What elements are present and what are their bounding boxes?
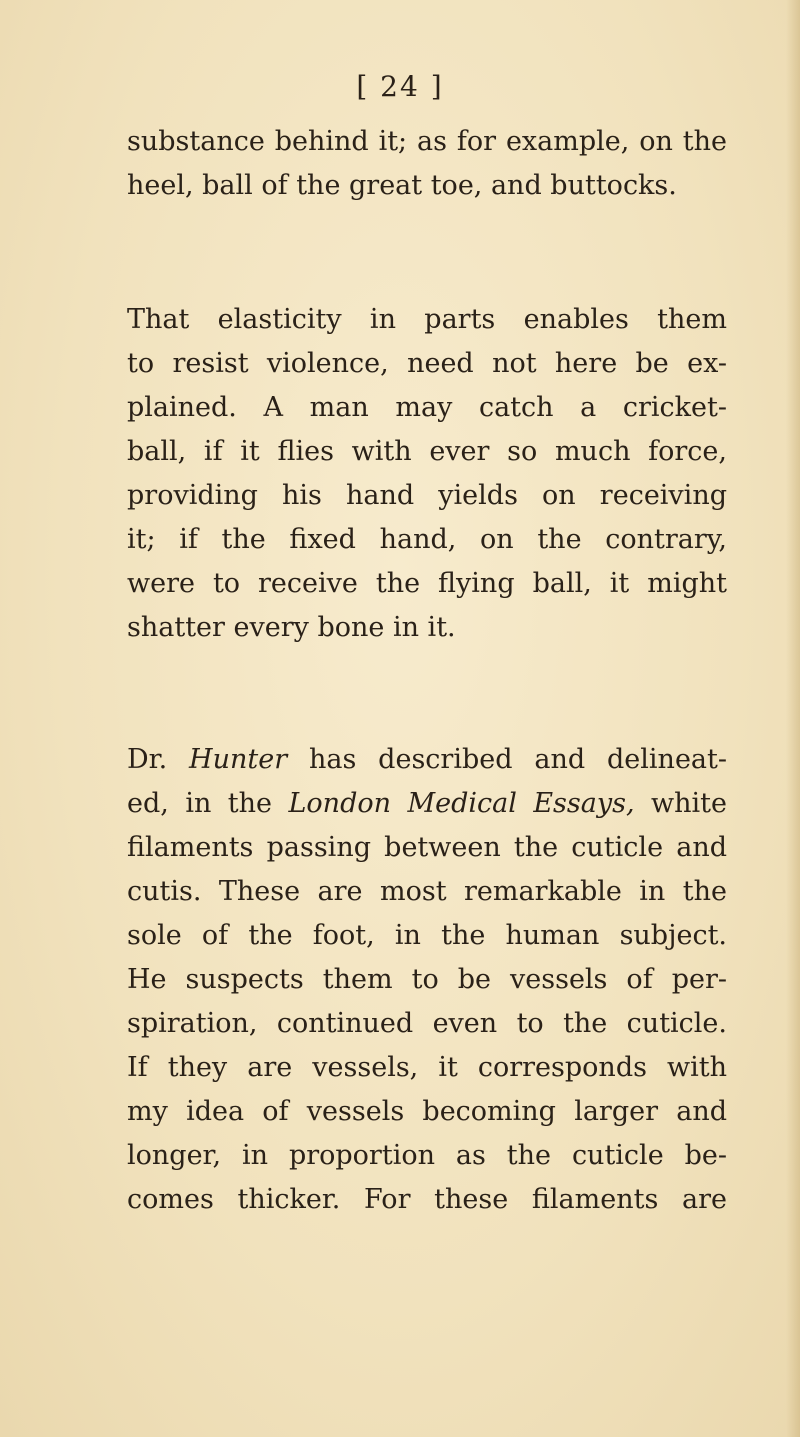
text-line: That elasticity in parts enables them	[127, 304, 727, 335]
text-line: heel, ball of the great toe, and buttocks.	[127, 170, 677, 201]
text-line: comes thicker. For these filaments are	[127, 1184, 727, 1215]
work-title: London Medical Essays,	[288, 788, 635, 819]
page-edge-shadow	[786, 0, 800, 1437]
text-line: ball, if it flies with ever so much force,	[127, 436, 727, 467]
line-prefix: ed, in the	[127, 788, 289, 819]
paragraph-2	[127, 298, 727, 650]
text-line: it; if the fixed hand, on the contrary,	[127, 524, 727, 555]
text-line: If they are vessels, it corresponds with	[127, 1052, 727, 1083]
text-line: sole of the foot, in the human subject.	[127, 920, 727, 951]
text-line: substance behind it; as for example, on the	[127, 126, 727, 157]
paragraph-3	[127, 738, 727, 1222]
page-number-header: [ 24 ]	[356, 70, 444, 103]
text-line: cutis. These are most remarkable in the	[127, 876, 727, 907]
text-line: were to receive the flying ball, it might	[127, 568, 727, 599]
text-line: plained. A man may catch a cricket-	[127, 392, 727, 423]
text-line: spiration, continued even to the cuticle.	[127, 1008, 727, 1039]
text-line-with-name	[127, 738, 727, 782]
text-line: to resist violence, need not here be ex-	[127, 348, 727, 379]
paragraph-1	[127, 120, 727, 208]
line-suffix: has described and delineat-	[287, 744, 727, 775]
line-suffix: white	[634, 788, 727, 819]
text-line: filaments passing between the cuticle and	[127, 832, 727, 863]
text-line-with-work	[127, 782, 727, 826]
line-prefix: Dr.	[127, 744, 190, 775]
text-line: He suspects them to be vessels of per-	[127, 964, 727, 995]
author-name: Hunter	[189, 744, 288, 775]
text-line: longer, in proportion as the cuticle be-	[127, 1140, 727, 1171]
text-line: providing his hand yields on receiving	[127, 480, 727, 511]
text-line: my idea of vessels becoming larger and	[127, 1096, 727, 1127]
text-line: shatter every bone in it.	[127, 612, 456, 643]
